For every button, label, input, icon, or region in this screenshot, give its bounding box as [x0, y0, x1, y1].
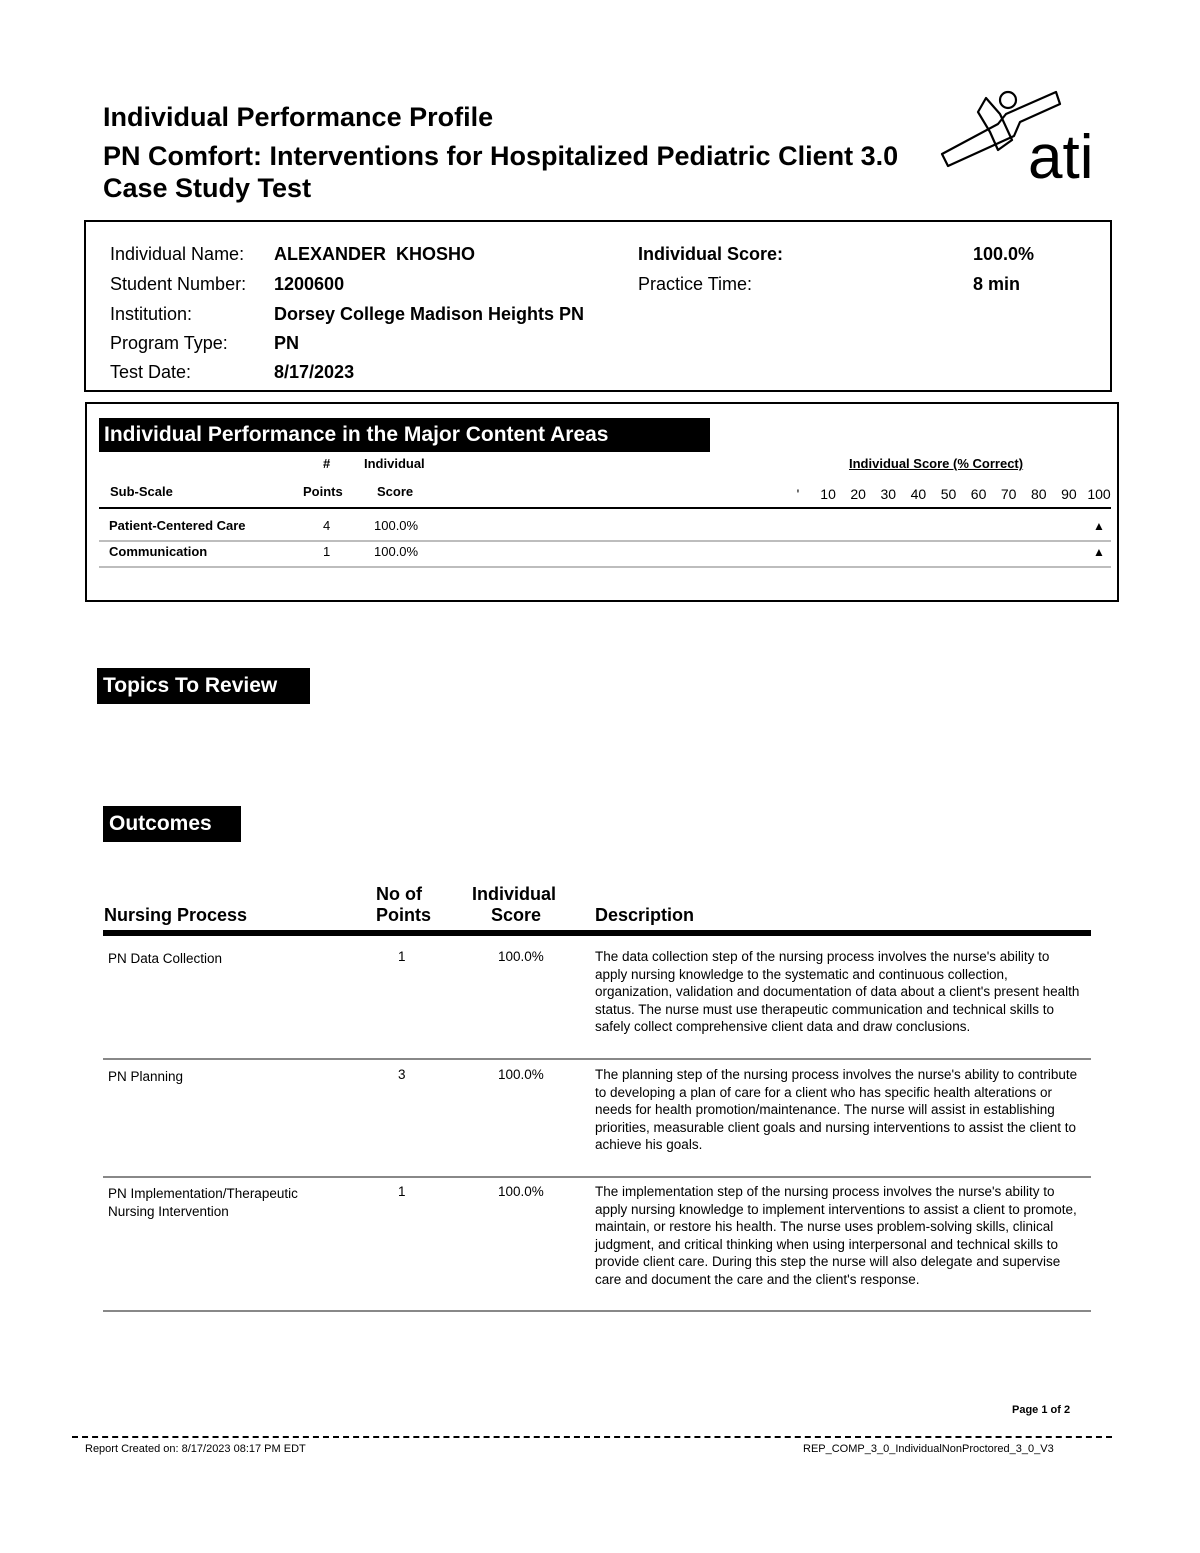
axis-tick-label: 40 — [910, 486, 927, 502]
report-code: REP_COMP_3_0_IndividualNonProctored_3_0_V3 — [803, 1443, 1054, 1455]
outcome-score: 100.0% — [498, 949, 544, 964]
outcome-points: 1 — [398, 1184, 406, 1199]
axis-tick-label: 30 — [880, 486, 897, 502]
outcome-description: The planning step of the nursing process involves the nurse's ability to contribute to developing a plan of care for a client who has specific health alterations or needs for health promotion/maintenance. The nurse will assist in establishing priorities, measurable client goals and nursing interventions to assist the client to achieve his goals. — [595, 1067, 1078, 1153]
col-description: Description — [595, 905, 695, 925]
individual-score: 100.0% — [973, 244, 1035, 264]
institution-label: Institution: — [110, 304, 193, 324]
outcome-score: 100.0% — [498, 1067, 544, 1082]
score-label: Individual Score: — [638, 244, 784, 264]
practice-time-label: Practice Time: — [638, 274, 753, 294]
program-type-label: Program Type: — [110, 333, 228, 353]
axis-tick-label: 90 — [1061, 486, 1077, 502]
axis-tick-label: ' — [796, 486, 800, 502]
test-name: PN Comfort: Interventions for Hospitalized Pediatric Client 3.0 Case Study Test — [103, 141, 899, 203]
content-area-score: 100.0% — [374, 543, 419, 559]
page-number: Page 1 of 2 — [1012, 1404, 1071, 1416]
col-points: Points — [303, 484, 343, 499]
outcome-description: The implementation step of the nursing process involves the nurse's ability to apply nursing knowledge to implement interventions to assist a client to promote, maintain, or restore his health. The nurse uses problem-solving skills, clinical judgment, and critical thinking when using interpersonal and technical skills to provide client care. During this step the nurse will also delegate and supervise care and document the care and the client's response. — [595, 1184, 1077, 1287]
axis-tick-label: 100 — [1087, 486, 1111, 502]
institution: Dorsey College Madison Heights PN — [274, 304, 585, 324]
outcomes-header-rule — [103, 930, 1091, 936]
col-subscale: Sub-Scale — [110, 484, 173, 499]
test-date-label: Test Date: — [110, 362, 192, 382]
score-marker: ▲ — [1093, 519, 1105, 533]
content-area-score: 100.0% — [374, 518, 419, 533]
col-individual: Individual — [364, 456, 425, 471]
header-divider — [99, 507, 1111, 509]
axis-tick-label: 20 — [850, 486, 866, 502]
content-area-name: Patient-Centered Care — [109, 518, 246, 533]
outcome-description: The data collection step of the nursing process involves the nurse's ability to apply nursing knowledge to the systematic and continuous collection, organization, validation and documentation of data about a client's present health status. The nurse must use therapeutic communication and technical skills to safely collect comprehensive client data and draw conclusions. — [595, 949, 1080, 1035]
outcome-process: PN Implementation/Therapeutic Nursing Intervention — [108, 1186, 298, 1219]
test-date: 8/17/2023 — [274, 362, 355, 382]
student-number: 1200600 — [274, 274, 345, 294]
col-no-of: No of — [376, 884, 422, 904]
col-hash: # — [323, 456, 331, 471]
axis-tick-label: 80 — [1031, 486, 1047, 502]
axis-tick-label: 10 — [820, 486, 836, 502]
footer-dashed-line — [72, 1436, 1112, 1438]
outcome-score: 100.0% — [498, 1184, 544, 1199]
col-score: Score — [377, 484, 414, 499]
row-divider — [99, 540, 1111, 542]
ati-logo — [928, 84, 1108, 184]
name-label: Individual Name: — [110, 244, 245, 264]
col-score: Score — [491, 905, 542, 925]
axis-tick-label: 60 — [970, 486, 987, 502]
chart-title: Individual Score (% Correct) — [849, 456, 1024, 471]
outcome-points: 3 — [398, 1067, 406, 1082]
outcomes-heading: Outcomes — [103, 806, 241, 842]
content-area-points: 1 — [323, 543, 331, 559]
outcome-process: PN Planning — [108, 1069, 184, 1084]
outcome-process: PN Data Collection — [108, 951, 223, 966]
score-marker: ▲ — [1093, 544, 1105, 559]
content-area-name: Communication — [109, 543, 208, 559]
student-number-label: Student Number: — [110, 274, 247, 294]
outcome-divider — [103, 1176, 1091, 1178]
report-created: Report Created on: 8/17/2023 08:17 PM EDT — [85, 1443, 306, 1455]
col-individual: Individual — [472, 884, 557, 904]
content-area-points: 4 — [323, 518, 331, 533]
program-type: PN — [274, 333, 300, 353]
axis-tick-label: 70 — [1000, 486, 1017, 502]
practice-time: 8 min — [973, 274, 1021, 294]
content-areas-box — [85, 402, 1119, 602]
outcome-points: 1 — [398, 949, 406, 964]
topics-heading: Topics To Review — [97, 668, 310, 704]
col-nursing-process: Nursing Process — [104, 905, 248, 925]
page-title: Individual Performance Profile — [103, 102, 494, 132]
student-info-box — [84, 220, 1112, 392]
row-divider — [99, 566, 1111, 568]
outcome-divider — [103, 1310, 1091, 1312]
outcome-divider — [103, 1058, 1091, 1060]
content-areas-heading: Individual Performance in the Major Content Areas — [99, 418, 710, 452]
axis-tick-label: 50 — [940, 486, 957, 502]
logo-text: ati — [1028, 123, 1094, 184]
student-name: ALEXANDER KHOSHO — [274, 244, 476, 264]
col-points: Points — [376, 905, 432, 925]
